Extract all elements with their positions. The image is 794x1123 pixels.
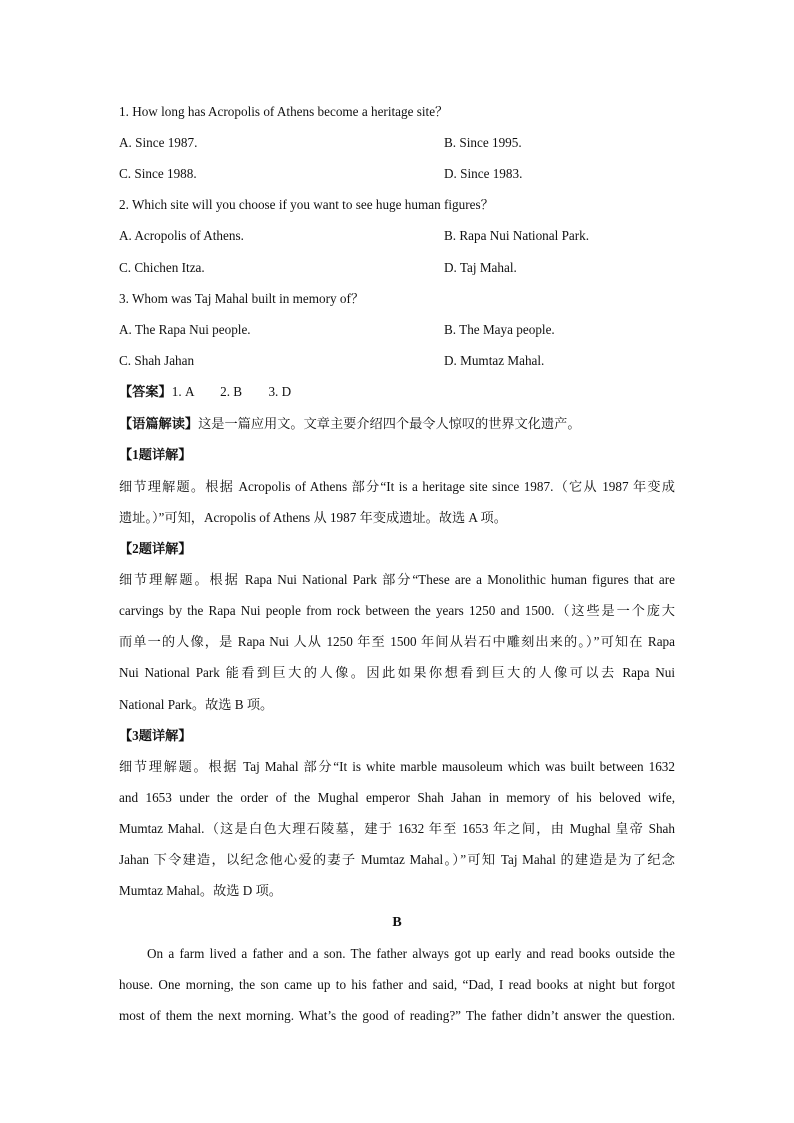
explanation-3-line-3: Mumtaz Mahal.（这是白色大理石陵墓，建于 1632 年至 1653 年之间，由 Mughal 皇帝 Shah [119, 821, 675, 836]
question-3-option-c: C. Shah Jahan [119, 353, 195, 368]
question-3-stem: 3. Whom was Taj Mahal built in memory of？ [119, 291, 365, 306]
question-2-stem: 2. Which site will you choose if you want to see huge human figures？ [119, 197, 494, 212]
question-2-option-a: A. Acropolis of Athens. [119, 228, 244, 243]
explanation-2-line-4: Nui National Park 能看到巨大的人像。因此如果你想看到巨大的人像可以去 Rapa Nui [119, 665, 675, 680]
explanation-2-line-3: 而单一的人像，是 Rapa Nui 人从 1250 年至 1500 年间从岩石中雕刻出来的。）”可知在 Rapa [119, 634, 675, 649]
interpretation-label: 【语篇解读】 [119, 416, 199, 431]
question-3-option-a: A. The Rapa Nui people. [119, 322, 251, 337]
question-2-option-d: D. Taj Mahal. [444, 260, 517, 275]
question-1-stem: 1. How long has Acropolis of Athens become a heritage site？ [119, 104, 449, 119]
section-b-line-2: house. One morning, the son came up to his father and said, “Dad, I read books at night but forgot [119, 977, 675, 992]
question-3-option-d: D. Mumtaz Mahal. [444, 353, 545, 368]
answer-text: 1. A 2. B 3. D [171, 384, 292, 399]
question-2-option-c: C. Chichen Itza. [119, 260, 205, 275]
section-b-line-1: On a farm lived a father and a son. The father always got up early and read books outside the [147, 946, 675, 961]
explanation-2-heading: 【2题详解】 [119, 541, 192, 556]
section-b-line-3: most of them the next morning. What’s the good of reading?” The father didn’t answer the question. [119, 1008, 675, 1023]
explanation-3-heading: 【3题详解】 [119, 728, 192, 743]
explanation-1-line-2: 遗址。）”可知，Acropolis of Athens 从 1987 年变成遗址。故选 A 项。 [119, 510, 507, 525]
question-1-option-b: B. Since 1995. [444, 135, 522, 150]
explanation-3-line-5: Mumtaz Mahal。故选 D 项。 [119, 883, 282, 898]
question-3-option-b: B. The Maya people. [444, 322, 555, 337]
question-1-option-a: A. Since 1987. [119, 135, 198, 150]
answer-line [119, 383, 291, 401]
answer-label: 【答案】 [119, 384, 172, 399]
section-b-title: B [392, 915, 402, 930]
interpretation-line [119, 415, 581, 433]
question-1-option-c: C. Since 1988. [119, 166, 197, 181]
question-2-option-b: B. Rapa Nui National Park. [444, 228, 590, 243]
explanation-3-line-2: and 1653 under the order of the Mughal emperor Shah Jahan in memory of his beloved wife, [119, 790, 675, 805]
explanation-2-line-2: carvings by the Rapa Nui people from rock between the years 1250 and 1500.（这些是一个庞大 [119, 603, 675, 618]
explanation-1-heading: 【1题详解】 [119, 447, 192, 462]
explanation-3-line-4: Jahan 下令建造，以纪念他心爱的妻子 Mumtaz Mahal。）”可知 Taj Mahal 的建造是为了纪念 [119, 852, 675, 867]
interpretation-text: 这是一篇应用文。文章主要介绍四个最令人惊叹的世界文化遗产。 [198, 416, 581, 431]
explanation-3-line-1: 细节理解题。根据 Taj Mahal 部分“It is white marble mausoleum which was built between 1632 [119, 759, 675, 774]
question-1-option-d: D. Since 1983. [444, 166, 523, 181]
explanation-1-line-1: 细节理解题。根据 Acropolis of Athens 部分“It is a heritage site since 1987.（它从 1987 年变成 [119, 479, 675, 494]
explanation-2-line-1: 细节理解题。根据 Rapa Nui National Park 部分“These are a Monolithic human figures that are [119, 572, 675, 587]
explanation-2-line-5: National Park。故选 B 项。 [119, 697, 274, 712]
